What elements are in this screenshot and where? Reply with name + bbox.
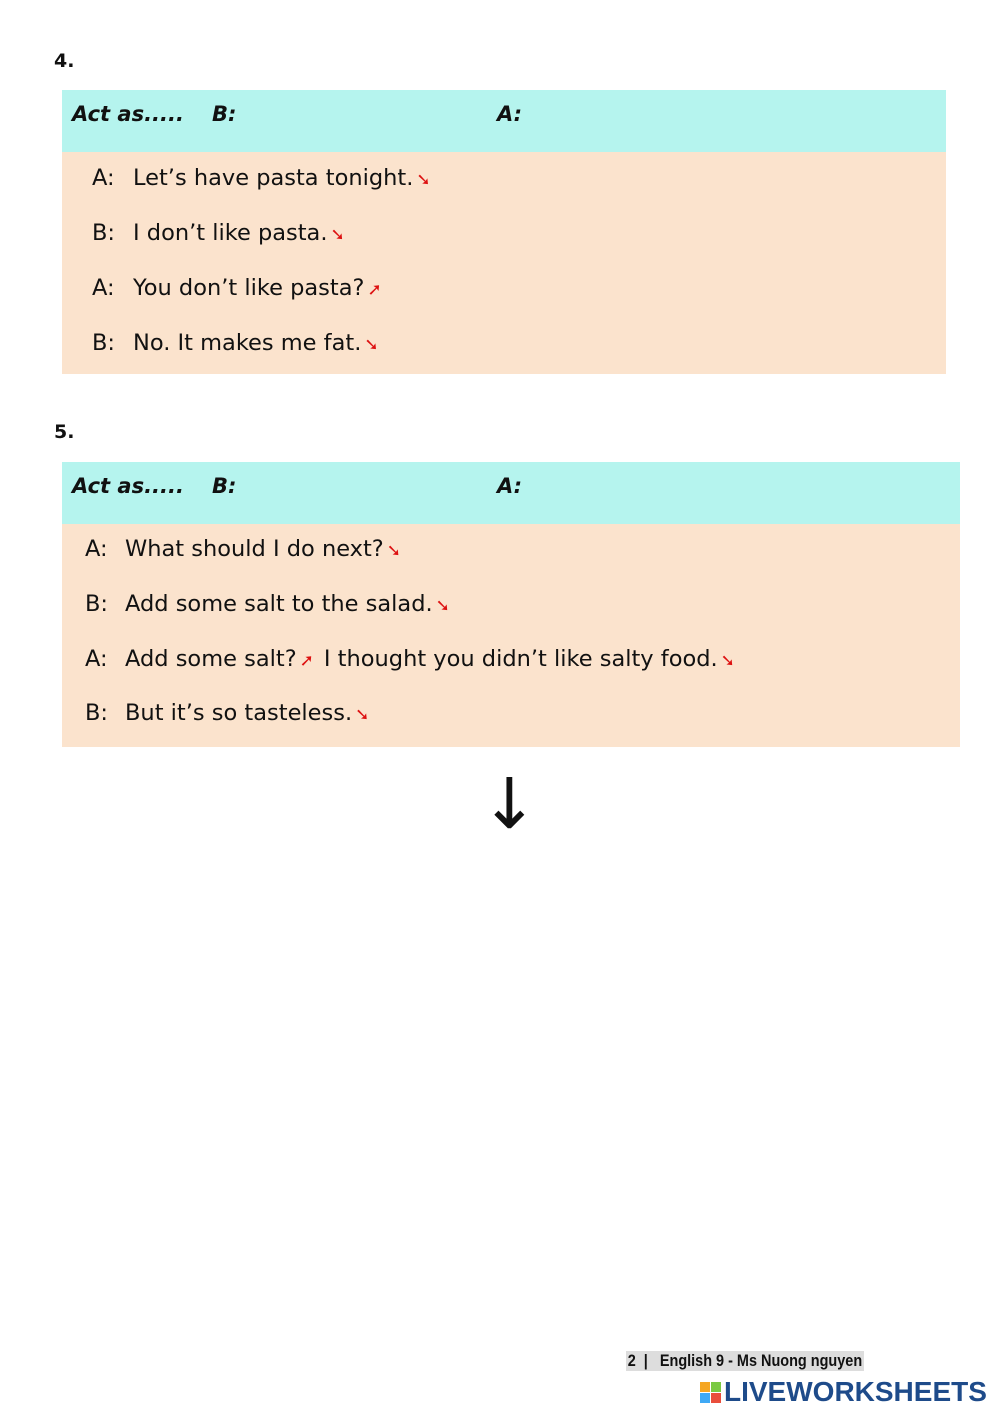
speaker-label: A:: [92, 275, 115, 301]
falling-intonation-arrow-icon: ➘: [416, 170, 431, 190]
dialogue-line: [92, 275, 382, 301]
section-number: 4.: [54, 50, 75, 72]
dialogue-text: I thought you didn’t like salty food.: [323, 646, 718, 672]
dialogue-box: [62, 90, 946, 374]
speaker-label: A:: [85, 536, 108, 562]
role-header: [62, 462, 960, 524]
role-label-a: A:: [497, 102, 523, 126]
rising-intonation-arrow-icon: ➚: [299, 651, 314, 671]
dialogue-line: [85, 591, 450, 617]
role-label-a: A:: [497, 474, 523, 498]
dialogue-line: [85, 700, 370, 726]
falling-intonation-arrow-icon: ➘: [330, 225, 345, 245]
speaker-label: B:: [92, 330, 116, 356]
speaker-label: B:: [85, 700, 109, 726]
speaker-label: B:: [85, 591, 109, 617]
scroll-down-arrow-icon: ↓: [480, 763, 539, 845]
role-label-act: Act as.....: [72, 474, 184, 498]
speaker-label: A:: [85, 646, 108, 672]
dialogue-text: Add some salt?: [125, 646, 297, 672]
role-label-b: B:: [212, 474, 237, 498]
dialogue-box: [62, 462, 960, 747]
speaker-label: B:: [92, 220, 116, 246]
dialogue-text: No. It makes me fat.: [133, 330, 362, 356]
dialogue-line: [92, 220, 345, 246]
role-label-b: B:: [212, 102, 237, 126]
role-header: [62, 90, 946, 152]
falling-intonation-arrow-icon: ➘: [355, 705, 370, 725]
dialogue-text: What should I do next?: [125, 536, 384, 562]
falling-intonation-arrow-icon: ➘: [364, 335, 379, 355]
falling-intonation-arrow-icon: ➘: [386, 541, 401, 561]
dialogue-line: [85, 646, 735, 672]
logo-text: LIVEWORKSHEETS: [724, 1376, 987, 1407]
dialogue-text: But it’s so tasteless.: [125, 700, 353, 726]
rising-intonation-arrow-icon: ➚: [367, 280, 382, 300]
dialogue-line: [92, 330, 379, 356]
falling-intonation-arrow-icon: ➘: [435, 596, 450, 616]
dialogue-line: [92, 165, 431, 191]
logo-icon: [700, 1382, 721, 1403]
dialogue-line: [85, 536, 401, 562]
section-number: 5.: [54, 421, 75, 443]
liveworksheets-logo: [700, 1376, 987, 1408]
speaker-label: A:: [92, 165, 115, 191]
dialogue-text: Add some salt to the salad.: [125, 591, 433, 617]
dialogue-text: Let’s have pasta tonight.: [133, 165, 414, 191]
dialogue-text: I don’t like pasta.: [133, 220, 328, 246]
falling-intonation-arrow-icon: ➘: [720, 651, 735, 671]
page-footer: 2 | English 9 - Ms Nuong nguyen: [627, 1351, 863, 1370]
dialogue-body: [62, 152, 946, 374]
role-label-act: Act as.....: [72, 102, 184, 126]
dialogue-body: [62, 524, 960, 747]
dialogue-text: You don’t like pasta?: [133, 275, 365, 301]
